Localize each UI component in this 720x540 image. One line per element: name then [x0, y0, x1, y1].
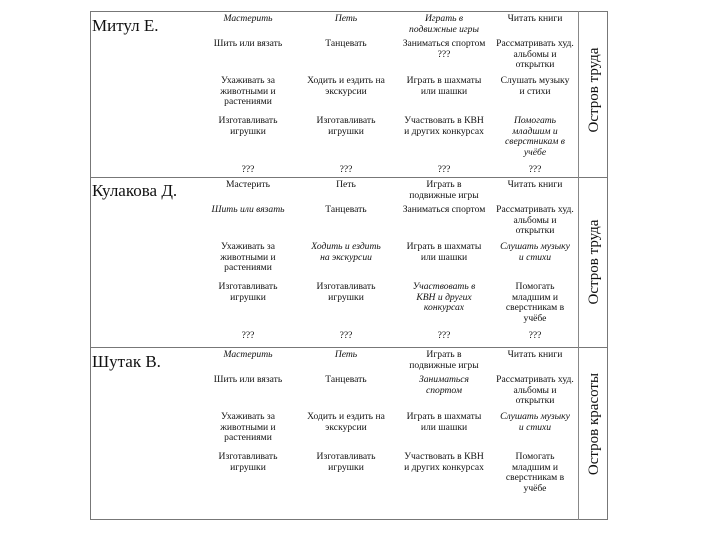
activity-cell-line: альбомы и — [513, 48, 557, 60]
activity-cell-line: экскурсии — [325, 85, 367, 97]
activity-cell — [490, 331, 580, 342]
activity-cell — [298, 180, 394, 191]
activity-cell-line: открытки — [515, 59, 555, 71]
activity-cell — [203, 180, 293, 191]
island-label: Остров труда — [586, 219, 602, 305]
activity-cell-line: растениями — [224, 96, 272, 108]
activity-cell — [490, 39, 580, 71]
activity-cell-line: конкурсах — [423, 302, 465, 314]
activity-cell — [398, 116, 490, 137]
activity-cell-line: альбомы и — [513, 384, 557, 396]
activity-cell-line: ??? — [528, 164, 542, 175]
activity-cell — [298, 412, 394, 433]
activity-cell-line: Слушать музыку — [500, 241, 570, 252]
activity-cell-line: Ухаживать за — [221, 241, 275, 252]
activity-cell-line: или шашки — [420, 421, 468, 433]
activity-cell-line: КВН и других — [416, 291, 472, 303]
activity-cell — [203, 375, 293, 386]
activity-cell-line: Шить или вязать — [213, 374, 283, 385]
activity-cell-line: Изготавливать — [316, 281, 376, 292]
activity-cell — [398, 180, 490, 201]
activity-cell-line: Участвовать в — [412, 281, 476, 292]
activity-cell — [203, 282, 293, 303]
activity-cell-line: Танцевать — [325, 204, 367, 215]
activity-cell-line: ??? — [339, 164, 353, 175]
activity-cell-line: Ходить и ездить на — [307, 75, 385, 86]
activity-cell — [398, 205, 490, 216]
activity-cell-line: Изготавливать — [316, 451, 376, 462]
activity-cell-line: Ходить и ездить на — [307, 411, 385, 422]
activity-cell — [203, 452, 293, 473]
activity-cell-line: Заниматься спортом — [402, 38, 486, 49]
activity-cell-line: или шашки — [420, 251, 468, 263]
activity-cell-line: Играть в — [426, 179, 462, 190]
activity-cell-line: Петь — [336, 179, 356, 190]
section-divider — [90, 347, 608, 348]
activity-cell-line: Помогать — [515, 281, 555, 292]
activity-cell-line: Играть в — [424, 13, 464, 24]
activity-cell-line: Шить или вязать — [213, 38, 283, 49]
activity-cell-line: Заниматься спортом — [402, 204, 486, 215]
activity-cell — [298, 331, 394, 342]
activity-cell — [398, 350, 490, 371]
activity-cell-line: Изготавливать — [218, 115, 278, 126]
activity-cell-line: Участвовать в КВН — [404, 451, 484, 462]
activity-cell-line: сверстникам в — [505, 136, 565, 148]
activity-cell-line: открытки — [515, 225, 555, 237]
activity-cell — [298, 282, 394, 303]
activity-cell-line: Танцевать — [325, 374, 367, 385]
activity-cell-line: Читать книги — [507, 13, 563, 24]
island-label: Остров красоты — [586, 372, 602, 476]
activity-cell — [298, 39, 394, 50]
activity-cell — [490, 452, 580, 494]
activity-cell-line: сверстникам в — [505, 302, 565, 314]
activity-cell-line: игрушки — [230, 125, 266, 137]
activity-cell — [490, 350, 580, 361]
activity-cell — [490, 375, 580, 407]
student-name: Шутак В. — [92, 352, 161, 371]
activity-cell-line: ??? — [437, 330, 451, 341]
activity-cell-line: экскурсии — [325, 421, 367, 433]
activity-cell-line: животными и — [220, 85, 276, 97]
activity-cell-line: подвижные игры — [409, 189, 479, 201]
activity-cell-line: подвижные игры — [409, 23, 479, 35]
student-name: Митул Е. — [92, 16, 159, 35]
activity-cell-line: Участвовать в КВН — [404, 115, 484, 126]
activity-cell — [490, 412, 580, 433]
activity-cell — [298, 350, 394, 361]
activity-cell-line: ??? — [339, 330, 353, 341]
activity-cell-line: подвижные игры — [409, 359, 479, 371]
activity-cell-line: и стихи — [518, 421, 552, 433]
activity-cell — [398, 39, 490, 60]
activity-cell-line: учёбе — [523, 482, 547, 494]
activity-cell — [398, 412, 490, 433]
activity-cell — [490, 282, 580, 324]
activity-cell-line: Рассматривать худ. — [496, 374, 574, 385]
activity-cell-line: животными и — [220, 251, 276, 263]
activity-cell-line: сверстникам в — [505, 472, 565, 484]
activity-cell-line: и стихи — [518, 251, 552, 263]
activity-cell-line: Мастерить — [223, 13, 273, 24]
activity-cell-line: ??? — [528, 330, 542, 341]
activity-cell-line: младшим и — [512, 125, 558, 137]
activity-cell — [203, 331, 293, 342]
activity-cell-line: Играть в — [426, 349, 462, 360]
activity-cell-line: Читать книги — [507, 179, 563, 190]
activity-cell — [490, 165, 580, 176]
activity-cell-line: игрушки — [230, 461, 266, 473]
activity-cell-line: альбомы и — [513, 214, 557, 226]
activity-cell-line: спортом — [425, 384, 462, 396]
activity-cell-line: Мастерить — [226, 179, 270, 190]
activity-cell-line: и стихи — [519, 85, 551, 97]
activity-cell — [298, 205, 394, 216]
activity-cell — [203, 242, 293, 274]
activity-cell — [203, 350, 293, 361]
activity-cell — [490, 76, 580, 97]
activity-cell-line: ??? — [241, 330, 255, 341]
activity-cell — [203, 412, 293, 444]
activity-cell-line: Слушать музыку — [500, 411, 570, 422]
activity-cell-line: Изготавливать — [218, 451, 278, 462]
activity-cell-line: младшим и — [511, 291, 559, 303]
activity-cell — [203, 205, 293, 216]
activity-cell — [203, 116, 293, 137]
activity-cell-line: Ходить и ездить — [311, 241, 381, 252]
student-name: Кулакова Д. — [92, 181, 178, 200]
activity-cell — [203, 39, 293, 50]
activity-cell-line: или шашки — [420, 85, 468, 97]
activity-cell — [490, 242, 580, 263]
activity-cell-line: игрушки — [328, 125, 364, 137]
activity-cell-line: открытки — [515, 395, 555, 407]
activity-cell-line: животными и — [220, 421, 276, 433]
activity-cell-line: растениями — [224, 432, 272, 444]
activity-cell-line: Петь — [334, 349, 358, 360]
activity-cell — [490, 180, 580, 191]
activity-cell — [203, 76, 293, 108]
activity-cell-line: Танцевать — [325, 38, 367, 49]
activity-cell-line: Петь — [334, 13, 358, 24]
activity-cell-line: Шить или вязать — [211, 204, 285, 215]
activity-cell-line: Ухаживать за — [221, 75, 275, 86]
activity-cell-line: Читать книги — [507, 349, 563, 360]
activity-cell-line: учёбе — [523, 312, 547, 324]
activity-cell — [203, 14, 293, 25]
activity-cell-line: Заниматься — [418, 374, 470, 385]
activity-cell-line: ??? — [437, 164, 451, 175]
activity-cell-line: Изготавливать — [218, 281, 278, 292]
activity-cell — [398, 282, 490, 314]
activity-cell-line: ??? — [437, 48, 451, 60]
activity-cell — [298, 242, 394, 263]
activity-cell — [298, 116, 394, 137]
activity-cell — [490, 116, 580, 158]
activity-cell-line: Рассматривать худ. — [496, 38, 574, 49]
activity-cell-line: игрушки — [230, 291, 266, 303]
activity-cell-line: Ухаживать за — [221, 411, 275, 422]
activity-cell — [298, 14, 394, 25]
activity-cell-line: Помогать — [513, 115, 557, 126]
activity-cell — [398, 452, 490, 473]
activity-cell-line: Рассматривать худ. — [496, 204, 574, 215]
activity-cell — [490, 14, 580, 25]
activity-cell — [490, 205, 580, 237]
island-label: Остров труда — [586, 47, 602, 133]
activity-cell-line: и других конкурсах — [404, 461, 484, 473]
activity-cell — [398, 375, 490, 396]
activity-cell — [298, 452, 394, 473]
activity-cell-line: на экскурсии — [320, 251, 372, 263]
activity-cell — [203, 165, 293, 176]
activity-cell-line: Слушать музыку — [500, 75, 570, 86]
activity-cell-line: Играть в шахматы — [406, 241, 482, 252]
activity-cell-line: игрушки — [328, 291, 364, 303]
activity-cell-line: Играть в шахматы — [406, 411, 482, 422]
activity-cell — [398, 76, 490, 97]
activity-cell-line: Изготавливать — [316, 115, 376, 126]
activity-cell-line: ??? — [241, 164, 255, 175]
activity-cell-line: Помогать — [515, 451, 555, 462]
activity-cell-line: игрушки — [328, 461, 364, 473]
activity-cell-line: учёбе — [523, 146, 547, 158]
activity-cell — [298, 165, 394, 176]
activity-cell — [398, 242, 490, 263]
activity-cell-line: и других конкурсах — [404, 125, 484, 137]
activity-cell-line: Играть в шахматы — [406, 75, 482, 86]
activity-cell — [398, 331, 490, 342]
activity-cell-line: младшим и — [511, 461, 559, 473]
activity-cell — [298, 375, 394, 386]
activity-cell — [398, 165, 490, 176]
activity-cell — [398, 14, 490, 35]
section-divider — [90, 177, 608, 178]
activity-cell-line: Мастерить — [223, 349, 273, 360]
activity-cell-line: растениями — [224, 262, 272, 274]
activity-cell — [298, 76, 394, 97]
